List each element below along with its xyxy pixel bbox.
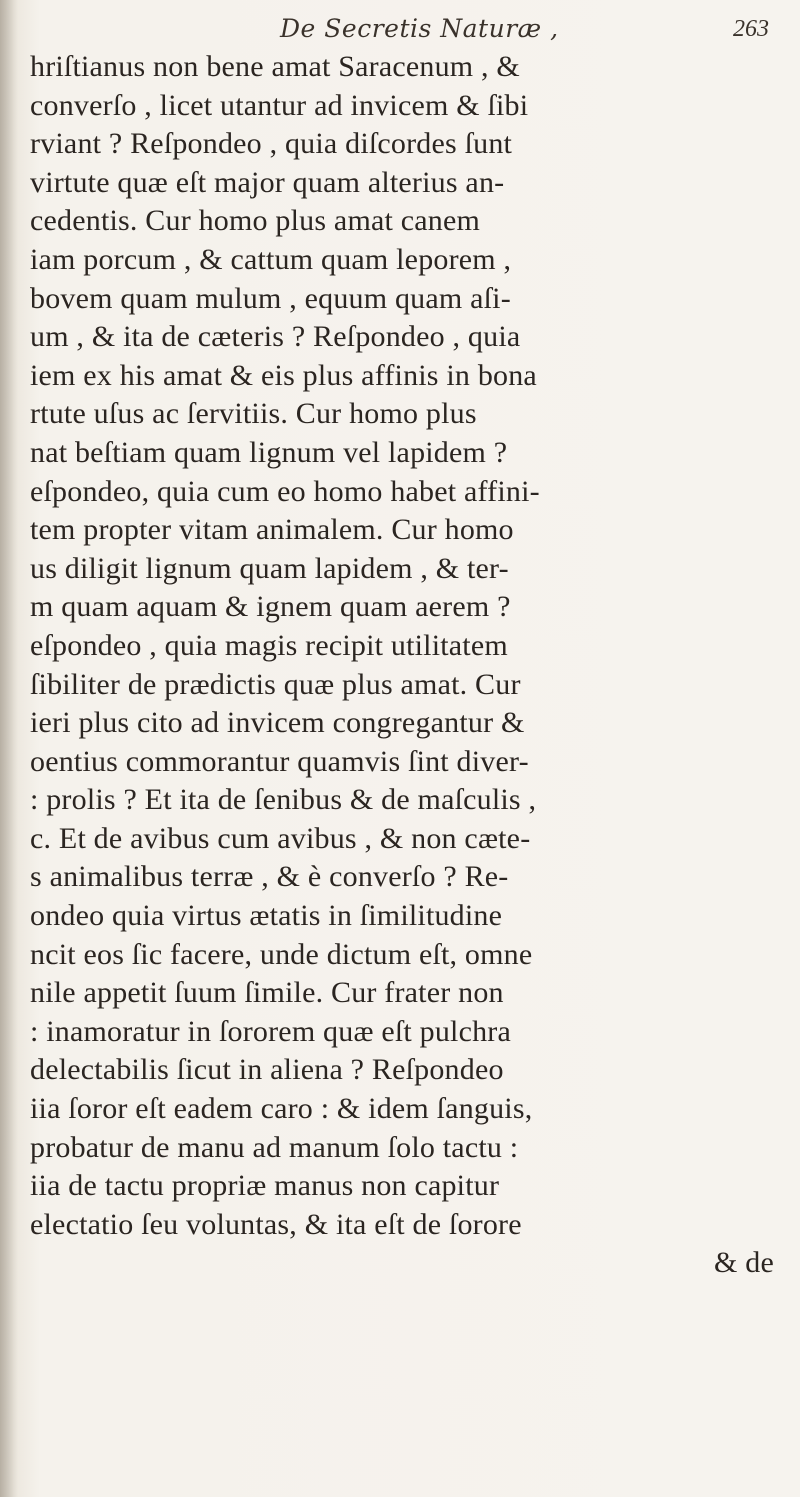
text-line: : prolis ? Et ita de ſenibus & de maſculis , bbox=[30, 783, 537, 817]
text-line: rviant ? Reſpondeo , quia diſcordes ſunt bbox=[30, 127, 513, 161]
text-line: ondeo quia virtus ætatis in ſimilitudine bbox=[30, 899, 503, 933]
text-line: m quam aquam & ignem quam aerem ? bbox=[30, 590, 511, 624]
text-line: iam porcum , & cattum quam leporem , bbox=[30, 242, 512, 276]
catchword: & de bbox=[714, 1246, 774, 1280]
text-line: rtute uſus ac ſervitiis. Cur homo plus bbox=[30, 397, 477, 431]
text-line: probatur de manu ad manum ſolo tactu : bbox=[30, 1130, 519, 1164]
text-line: eſpondeo , quia magis recipit utilitatem bbox=[30, 628, 508, 662]
text-line: iia ſoror eſt eadem caro : & idem ſanguis, bbox=[30, 1092, 533, 1126]
body-text bbox=[30, 48, 790, 1283]
text-line: s animalibus terræ , & è converſo ? Re- bbox=[30, 860, 509, 894]
text-line: : inamoratur in ſororem quæ eſt pulchra bbox=[30, 1014, 512, 1048]
page-number: 263 bbox=[733, 16, 769, 42]
running-title: De Secretis Naturæ , bbox=[280, 14, 559, 43]
text-line: virtute quæ eſt major quam alterius an- bbox=[30, 165, 505, 199]
text-line: hriſtianus non bene amat Saracenum , & bbox=[30, 50, 520, 83]
text-line: c. Et de avibus cum avibus , & non cæte- bbox=[30, 821, 531, 855]
text-line: eſpondeo, quia cum eo homo habet affini- bbox=[30, 474, 540, 508]
text-line: converſo , licet utantur ad invicem & ſibi bbox=[30, 88, 529, 122]
text-line: iia de tactu propriæ manus non capitur bbox=[30, 1169, 500, 1203]
text-line: um , & ita de cæteris ? Reſpondeo , quia bbox=[30, 320, 521, 354]
text-line: ſibiliter de prædictis quæ plus amat. Cur bbox=[30, 667, 521, 701]
text-line: tem propter vitam animalem. Cur homo bbox=[30, 513, 514, 547]
text-line: ieri plus cito ad invicem congregantur & bbox=[30, 706, 525, 740]
text-line: ncit eos ſic facere, unde dictum eſt, omne bbox=[30, 937, 533, 971]
text-line: electatio ſeu voluntas, & ita eſt de ſorore bbox=[30, 1207, 522, 1241]
text-line: bovem quam mulum , equum quam aſi- bbox=[30, 281, 511, 315]
text-line: iem ex his amat & eis plus affinis in bona bbox=[30, 358, 537, 392]
text-line: oentius commorantur quamvis ſint diver- bbox=[30, 744, 529, 778]
text-line: nile appetit ſuum ſimile. Cur frater non bbox=[30, 976, 504, 1010]
text-line: cedentis. Cur homo plus amat canem bbox=[30, 204, 481, 238]
text-line: nat beſtiam quam lignum vel lapidem ? bbox=[30, 435, 508, 469]
text-line: delectabilis ſicut in aliena ? Reſpondeo bbox=[30, 1053, 504, 1087]
gutter-shadow bbox=[0, 0, 18, 1497]
text-line: us diligit lignum quam lapidem , & ter- bbox=[30, 551, 509, 585]
running-head bbox=[0, 10, 800, 50]
